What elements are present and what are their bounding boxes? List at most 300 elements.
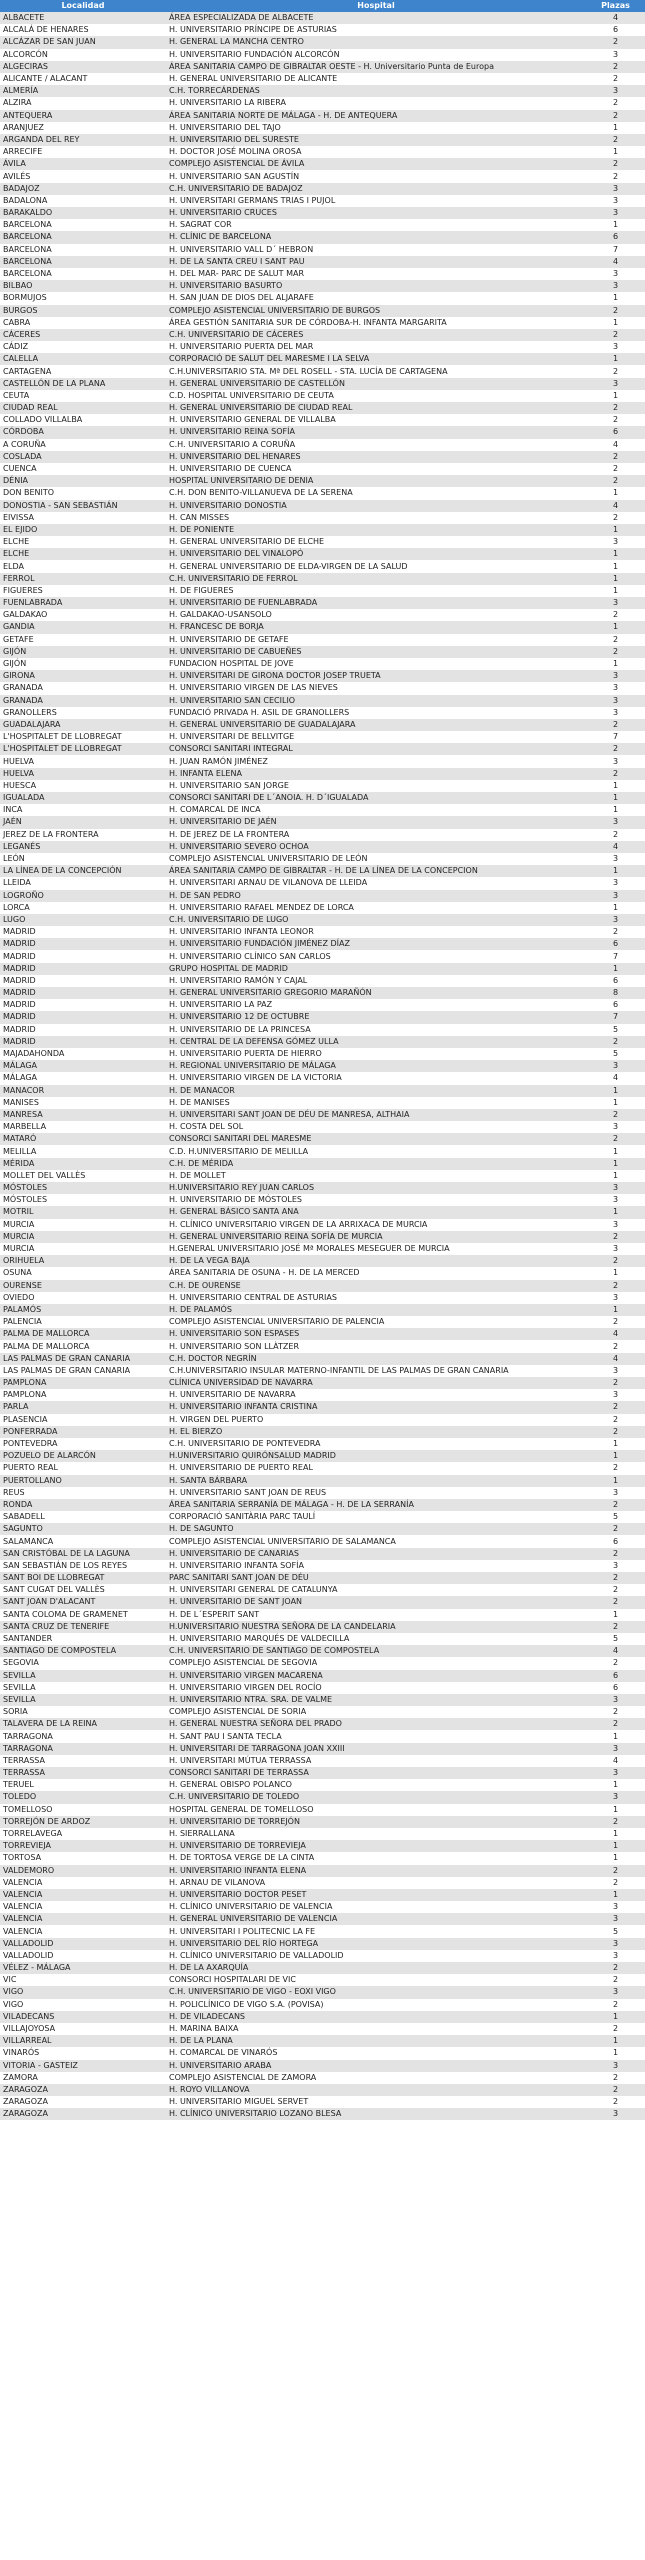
cell-hospital: C.H. UNIVERSITARIO A CORUÑA [166,439,586,451]
cell-hospital: H. UNIVERSITARIO DE JAÉN [166,816,586,828]
cell-hospital: H. GALDAKAO-USANSOLO [166,609,586,621]
cell-plazas: 2 [586,2023,645,2035]
cell-hospital: H. CENTRAL DE LA DEFENSA GÓMEZ ULLA [166,1036,586,1048]
table-row [0,926,645,938]
table-row [0,841,645,853]
table-row [0,1767,645,1779]
cell-plazas: 2 [586,609,645,621]
cell-plazas: 1 [586,963,645,975]
cell-plazas: 3 [586,1219,645,1231]
cell-localidad: MELILLA [0,1145,166,1157]
cell-plazas: 1 [586,1804,645,1816]
cell-hospital: H. FRANCESC DE BORJA [166,621,586,633]
cell-localidad: SANTA CRUZ DE TENERIFE [0,1621,166,1633]
cell-hospital: H. COMARCAL DE INCA [166,804,586,816]
cell-hospital: H. VIRGEN DEL PUERTO [166,1414,586,1426]
cell-localidad: JAÉN [0,816,166,828]
cell-localidad: COSLADA [0,451,166,463]
cell-localidad: TALAVERA DE LA REINA [0,1718,166,1730]
table-row [0,780,645,792]
cell-localidad: MANRESA [0,1109,166,1121]
cell-localidad: ALCORCÓN [0,49,166,61]
cell-localidad: DON BENITO [0,487,166,499]
header-plazas: Plazas [586,0,645,12]
cell-plazas: 3 [586,1121,645,1133]
cell-hospital: H. GENERAL UNIVERSITARIO DE CASTELLÓN [166,378,586,390]
cell-plazas: 2 [586,475,645,487]
cell-hospital: COMPLEJO ASISTENCIAL UNIVERSITARIO DE PALENCIA [166,1316,586,1328]
header-localidad: Localidad [0,0,166,12]
cell-plazas: 7 [586,244,645,256]
cell-localidad: HUELVA [0,768,166,780]
cell-plazas: 5 [586,1048,645,1060]
cell-plazas: 2 [586,719,645,731]
cell-localidad: CIUDAD REAL [0,402,166,414]
cell-localidad: VALENCIA [0,1889,166,1901]
cell-localidad: LUGO [0,914,166,926]
cell-localidad: ALMERÍA [0,85,166,97]
cell-plazas: 2 [586,1962,645,1974]
cell-plazas: 1 [586,573,645,585]
table-row [0,548,645,560]
cell-plazas: 1 [586,1267,645,1279]
cell-localidad: BILBAO [0,280,166,292]
table-row [0,1730,645,1742]
table-row [0,1889,645,1901]
cell-plazas: 2 [586,1499,645,1511]
cell-localidad: ZAMORA [0,2072,166,2084]
cell-plazas: 4 [586,1328,645,1340]
cell-hospital: H. UNIVERSITARIO VALL D´ HEBRON [166,244,586,256]
cell-plazas: 2 [586,158,645,170]
cell-plazas: 1 [586,560,645,572]
cell-plazas: 2 [586,2072,645,2084]
cell-hospital: H.UNIVERSITARIO NUESTRA SEÑORA DE LA CANDELARIA [166,1621,586,1633]
cell-localidad: LLEIDA [0,877,166,889]
cell-localidad: MURCIA [0,1219,166,1231]
cell-localidad: VALENCIA [0,1877,166,1889]
cell-plazas: 3 [586,890,645,902]
cell-localidad: MADRID [0,1024,166,1036]
cell-localidad: MANACOR [0,1085,166,1097]
table-row [0,1999,645,2011]
cell-hospital: C.H. UNIVERSITARIO DE TOLEDO [166,1791,586,1803]
cell-plazas: 4 [586,1755,645,1767]
cell-localidad: BARAKALDO [0,207,166,219]
cell-localidad: SANTIAGO DE COMPOSTELA [0,1645,166,1657]
table-row [0,2035,645,2047]
table-row [0,317,645,329]
cell-plazas: 3 [586,2108,645,2120]
cell-plazas: 2 [586,73,645,85]
cell-localidad: ALZIRA [0,97,166,109]
cell-hospital: H. UNIVERSITARIO PUERTA DE HIERRO [166,1048,586,1060]
table-row [0,1292,645,1304]
cell-localidad: VALDEMORO [0,1865,166,1877]
cell-plazas: 1 [586,804,645,816]
cell-hospital: H. UNIVERSITARIO CLÍNICO SAN CARLOS [166,950,586,962]
cell-localidad: LA LÍNEA DE LA CONCEPCIÓN [0,865,166,877]
cell-hospital: H. UNIVERSITARIO DE CANARIAS [166,1548,586,1560]
cell-hospital: C.D. HOSPITAL UNIVERSITARIO DE CEUTA [166,390,586,402]
table-row [0,609,645,621]
cell-hospital: H. DE FIGUERES [166,585,586,597]
table-row [0,1462,645,1474]
cell-plazas: 3 [586,268,645,280]
table-row [0,2096,645,2108]
cell-hospital: H. REGIONAL UNIVERSITARIO DE MÁLAGA [166,1060,586,1072]
table-row [0,97,645,109]
table-row [0,865,645,877]
cell-localidad: BORMUJOS [0,292,166,304]
cell-hospital: H. UNIVERSITARIO INFANTA ELENA [166,1865,586,1877]
table-row [0,1426,645,1438]
cell-hospital: H. COMARCAL DE VINARÓS [166,2047,586,2059]
cell-plazas: 5 [586,1511,645,1523]
cell-localidad: VALLADOLID [0,1950,166,1962]
cell-plazas: 1 [586,1450,645,1462]
table-row [0,1340,645,1352]
cell-plazas: 2 [586,1621,645,1633]
table-row [0,195,645,207]
table-row [0,573,645,585]
table-row [0,792,645,804]
table-row [0,963,645,975]
cell-plazas: 4 [586,1072,645,1084]
cell-plazas: 3 [586,1767,645,1779]
table-row [0,1170,645,1182]
table-row [0,999,645,1011]
table-row [0,183,645,195]
cell-plazas: 2 [586,768,645,780]
cell-localidad: LEÓN [0,853,166,865]
cell-plazas: 2 [586,1316,645,1328]
cell-hospital: H. INFANTA ELENA [166,768,586,780]
cell-hospital: H. UNIVERSITARIO SANT JOAN DE REUS [166,1487,586,1499]
table-row [0,463,645,475]
cell-plazas: 3 [586,183,645,195]
table-row [0,122,645,134]
cell-hospital: H. SIERRALLANA [166,1828,586,1840]
cell-localidad: ELDA [0,560,166,572]
cell-localidad: TERUEL [0,1779,166,1791]
cell-hospital: FUNDACION HOSPITAL DE JOVE [166,658,586,670]
table-row [0,536,645,548]
cell-plazas: 1 [586,548,645,560]
cell-plazas: 2 [586,1523,645,1535]
cell-plazas: 1 [586,1158,645,1170]
cell-localidad: IGUALADA [0,792,166,804]
cell-localidad: GRANOLLERS [0,707,166,719]
cell-localidad: SANTA COLOMA DE GRAMENET [0,1609,166,1621]
cell-hospital: ÁREA SANITARIA NORTE DE MÁLAGA - H. DE ANTEQUERA [166,110,586,122]
table-row [0,1499,645,1511]
table-row [0,1840,645,1852]
cell-plazas: 3 [586,1986,645,1998]
cell-hospital: H. UNIVERSITARIO 12 DE OCTUBRE [166,1011,586,1023]
cell-localidad: EIVISSA [0,512,166,524]
table-row [0,2084,645,2096]
cell-plazas: 2 [586,1401,645,1413]
cell-plazas: 2 [586,1596,645,1608]
cell-plazas: 1 [586,2011,645,2023]
table-row [0,1828,645,1840]
cell-hospital: H. UNIVERSITARIO DEL VINALOPÓ [166,548,586,560]
cell-plazas: 1 [586,1170,645,1182]
table-row [0,1572,645,1584]
cell-localidad: CÁDIZ [0,341,166,353]
table-row [0,24,645,36]
cell-hospital: H. UNIVERSITARIO RAMÓN Y CAJAL [166,975,586,987]
cell-plazas: 3 [586,1913,645,1925]
cell-plazas: 2 [586,1377,645,1389]
cell-hospital: H. CLÍNICO UNIVERSITARIO DE VALENCIA [166,1901,586,1913]
cell-plazas: 2 [586,1657,645,1669]
cell-localidad: SEVILLA [0,1670,166,1682]
cell-hospital: H. UNIVERSITARIO INFANTA CRISTINA [166,1401,586,1413]
cell-localidad: SALAMANCA [0,1535,166,1547]
table-row [0,1231,645,1243]
cell-localidad: L'HOSPITALET DE LLOBREGAT [0,743,166,755]
table-row [0,877,645,889]
cell-hospital: ÁREA SANITARIA CAMPO DE GIBRALTAR OESTE - H. Universitario Punta de Europa [166,61,586,73]
cell-localidad: VILLARREAL [0,2035,166,2047]
cell-hospital: H. UNIVERSITARI DE BELLVITGE [166,731,586,743]
cell-hospital: H. UNIVERSITARIO DE LA PRINCESA [166,1024,586,1036]
cell-localidad: MADRID [0,938,166,950]
cell-hospital: C.H.UNIVERSITARIO INSULAR MATERNO-INFANTIL DE LAS PALMAS DE GRAN CANARIA [166,1365,586,1377]
table-row [0,524,645,536]
cell-hospital: C.H. UNIVERSITARIO DE LUGO [166,914,586,926]
cell-localidad: INCA [0,804,166,816]
cell-hospital: H. UNIVERSITARIO GENERAL DE VILLALBA [166,414,586,426]
cell-plazas: 2 [586,1718,645,1730]
cell-hospital: H. UNIVERSITARIO DOCTOR PESET [166,1889,586,1901]
cell-localidad: SANT BOI DE LLOBREGAT [0,1572,166,1584]
cell-hospital: H. UNIVERSITARIO RAFAEL MENDEZ DE LORCA [166,902,586,914]
cell-hospital: H. GENERAL NUESTRA SEÑORA DEL PRADO [166,1718,586,1730]
cell-hospital: H. UNIVERSITARIO DONOSTIA [166,500,586,512]
cell-localidad: VITORIA - GASTEIZ [0,2060,166,2072]
cell-localidad: MANISES [0,1097,166,1109]
cell-plazas: 6 [586,231,645,243]
cell-localidad: CARTAGENA [0,365,166,377]
cell-hospital: H. UNIVERSITARIO DEL SURESTE [166,134,586,146]
table-row [0,1913,645,1925]
cell-hospital: H. GENERAL UNIVERSITARIO DE ALICANTE [166,73,586,85]
cell-plazas: 2 [586,1865,645,1877]
table-row [0,1267,645,1279]
cell-hospital: H. UNIVERSITARIO REINA SOFÍA [166,426,586,438]
table-row [0,1706,645,1718]
cell-hospital: C.H. UNIVERSITARIO DE CÁCERES [166,329,586,341]
cell-localidad: TERRASSA [0,1755,166,1767]
cell-plazas: 3 [586,1938,645,1950]
table-row [0,1109,645,1121]
cell-plazas: 2 [586,2096,645,2108]
cell-localidad: VALENCIA [0,1925,166,1937]
table-row [0,1816,645,1828]
cell-plazas: 1 [586,292,645,304]
table-row [0,170,645,182]
cell-plazas: 1 [586,902,645,914]
table-row [0,1596,645,1608]
table-row [0,451,645,463]
cell-plazas: 2 [586,1133,645,1145]
cell-hospital: H. CLÍNICO UNIVERSITARIO LOZANO BLESA [166,2108,586,2120]
table-row [0,1901,645,1913]
table-row [0,890,645,902]
cell-plazas: 4 [586,12,645,24]
header-row [0,0,645,12]
table-row [0,1779,645,1791]
cell-hospital: C.D. H.UNIVERSITARIO DE MELILLA [166,1145,586,1157]
cell-plazas: 1 [586,317,645,329]
cell-plazas: 2 [586,1706,645,1718]
cell-localidad: MOLLET DEL VALLÈS [0,1170,166,1182]
table-row [0,439,645,451]
cell-localidad: ALGECIRAS [0,61,166,73]
cell-plazas: 2 [586,1572,645,1584]
cell-hospital: H. UNIVERSITARIO NTRA. SRA. DE VALME [166,1694,586,1706]
cell-localidad: LEGANÉS [0,841,166,853]
cell-plazas: 1 [586,865,645,877]
cell-hospital: H. UNIVERSITARIO DE PUERTO REAL [166,1462,586,1474]
cell-hospital: C.H. DE OURENSE [166,1280,586,1292]
cell-plazas: 1 [586,1852,645,1864]
table-row [0,1877,645,1889]
cell-plazas: 6 [586,975,645,987]
cell-hospital: H. UNIVERSITARIO VIRGEN DE LAS NIEVES [166,682,586,694]
table-row [0,1389,645,1401]
table-row [0,1219,645,1231]
table-row [0,1511,645,1523]
cell-plazas: 2 [586,743,645,755]
table-row [0,1304,645,1316]
cell-plazas: 8 [586,987,645,999]
cell-localidad: MADRID [0,987,166,999]
cell-hospital: H. UNIVERSITARIO DE TORREVIEJA [166,1840,586,1852]
cell-hospital: C.H. UNIVERSITARIO DE VIGO - EOXI VIGO [166,1986,586,1998]
cell-plazas: 1 [586,1730,645,1742]
cell-plazas: 1 [586,585,645,597]
cell-localidad: TARRAGONA [0,1743,166,1755]
cell-plazas: 1 [586,390,645,402]
cell-hospital: H. UNIVERSITARI ARNAU DE VILANOVA DE LLEIDA [166,877,586,889]
cell-plazas: 1 [586,1206,645,1218]
cell-hospital: H. ARNAU DE VILANOVA [166,1877,586,1889]
cell-hospital: H. UNIVERSITARIO CRUCES [166,207,586,219]
table-row [0,950,645,962]
cell-plazas: 1 [586,1828,645,1840]
table-row [0,682,645,694]
table-row [0,1950,645,1962]
cell-localidad: PAMPLONA [0,1377,166,1389]
cell-localidad: CEUTA [0,390,166,402]
cell-hospital: H. DE LA PLANA [166,2035,586,2047]
table-row [0,1974,645,1986]
cell-plazas: 2 [586,170,645,182]
cell-plazas: 5 [586,1633,645,1645]
table-row [0,902,645,914]
cell-hospital: FUNDACIÓ PRIVADA H. ASIL DE GRANOLLERS [166,707,586,719]
cell-hospital: H. UNIVERSITARIO DEL TAJO [166,122,586,134]
table-row [0,244,645,256]
table-row [0,1475,645,1487]
cell-localidad: RONDA [0,1499,166,1511]
table-row [0,1280,645,1292]
table-row [0,1024,645,1036]
cell-plazas: 3 [586,1791,645,1803]
cell-plazas: 2 [586,97,645,109]
cell-plazas: 3 [586,1694,645,1706]
table-row [0,1925,645,1937]
cell-hospital: H. UNIVERSITARIO PRÍNCIPE DE ASTURIAS [166,24,586,36]
cell-plazas: 3 [586,1182,645,1194]
table-row [0,134,645,146]
cell-hospital: H. SANT PAU I SANTA TECLA [166,1730,586,1742]
cell-hospital: H. UNIVERSITARIO PUERTA DEL MAR [166,341,586,353]
cell-plazas: 3 [586,1487,645,1499]
cell-localidad: AVILÉS [0,170,166,182]
table-row [0,1377,645,1389]
cell-hospital: H. UNIVERSITARIO DEL HENARES [166,451,586,463]
cell-hospital: CONSORCI SANITARI DE TERRASSA [166,1767,586,1779]
table-row [0,1011,645,1023]
cell-localidad: ZARAGOZA [0,2096,166,2108]
table-row [0,1487,645,1499]
table-row [0,829,645,841]
table-row [0,1365,645,1377]
cell-plazas: 3 [586,914,645,926]
table-row [0,1621,645,1633]
cell-plazas: 2 [586,512,645,524]
cell-plazas: 2 [586,1036,645,1048]
cell-hospital: H. UNIVERSITARIO SON ESPASES [166,1328,586,1340]
cell-plazas: 3 [586,341,645,353]
cell-plazas: 5 [586,1024,645,1036]
cell-plazas: 4 [586,841,645,853]
cell-hospital: ÁREA SANITARIA SERRANÍA DE MÁLAGA - H. DE LA SERRANÍA [166,1499,586,1511]
cell-plazas: 2 [586,1340,645,1352]
table-row [0,426,645,438]
cell-localidad: PALMA DE MALLORCA [0,1340,166,1352]
table-row [0,365,645,377]
cell-hospital: H. DE L´ESPERIT SANT [166,1609,586,1621]
cell-hospital: C.H. UNIVERSITARIO DE PONTEVEDRA [166,1438,586,1450]
cell-hospital: H. CLÍNICO UNIVERSITARIO VIRGEN DE LA ARRIXACA DE MURCIA [166,1219,586,1231]
cell-localidad: VIGO [0,1999,166,2011]
cell-plazas: 1 [586,1779,645,1791]
cell-hospital: H. GENERAL UNIVERSITARIO DE CIUDAD REAL [166,402,586,414]
cell-hospital: H. UNIVERSITARIO VIRGEN DEL ROCÍO [166,1682,586,1694]
cell-hospital: H. UNIVERSITARIO VIRGEN MACARENA [166,1670,586,1682]
cell-hospital: H. GENERAL LA MANCHA CENTRO [166,36,586,48]
cell-plazas: 6 [586,426,645,438]
cell-hospital: H. UNIVERSITARIO DE CUENCA [166,463,586,475]
cell-localidad: OURENSE [0,1280,166,1292]
table-row [0,1145,645,1157]
cell-localidad: ARGANDA DEL REY [0,134,166,146]
cell-plazas: 3 [586,670,645,682]
table-row [0,1523,645,1535]
cell-plazas: 2 [586,365,645,377]
cell-localidad: PUERTO REAL [0,1462,166,1474]
cell-hospital: COMPLEJO ASISTENCIAL DE SORIA [166,1706,586,1718]
table-row [0,658,645,670]
cell-hospital: C.H. UNIVERSITARIO DE FERROL [166,573,586,585]
cell-localidad: MADRID [0,1011,166,1023]
